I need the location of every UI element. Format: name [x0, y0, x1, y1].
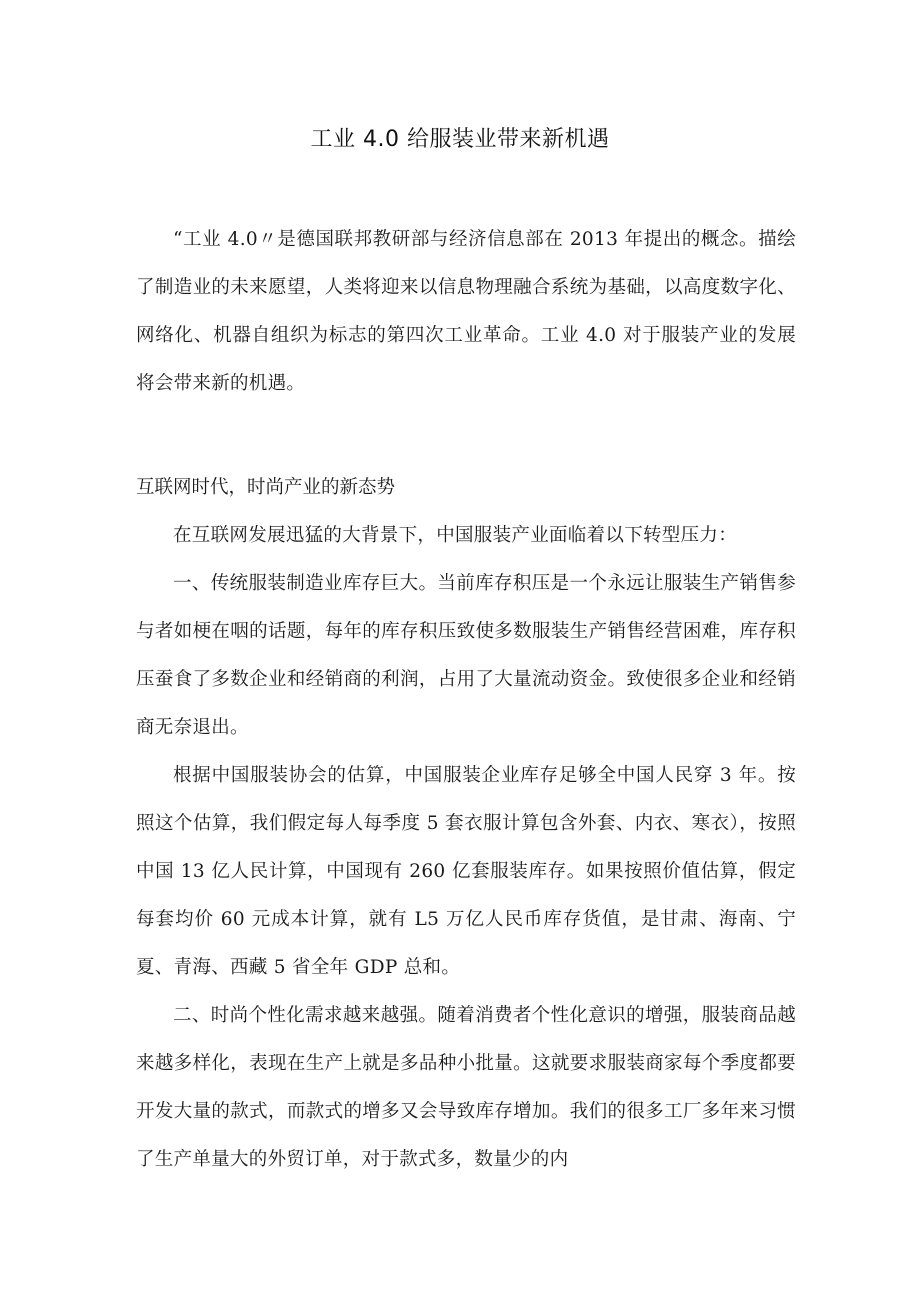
- section-heading: 互联网时代，时尚产业的新态势: [136, 477, 396, 498]
- paragraph: 根据中国服装协会的估算，中国服装企业库存足够全中国人民穿 3 年。按照这个估算，我们假定每人每季度 5 套衣服计算包含外套、内衣、寒衣），按照中国 13 亿人民计算，中国现有 260 亿套服装库存。如果按照价值估算，假定每套均价 60 元成本计算，就有 L5 万亿人民币库存货值，是甘肃、海南、宁夏、青海、西藏 5 省全年 GDP 总和。: [136, 765, 796, 978]
- paragraph: 在互联网发展迅猛的大背景下，中国服装产业面临着以下转型压力：: [173, 525, 738, 546]
- document-title: 工业 4.0 给服装业带来新机遇: [310, 127, 610, 152]
- paragraph: 二、时尚个性化需求越来越强。随着消费者个性化意识的增强，服装商品越来越多样化，表现在生产上就是多品种小批量。这就要求服装商家每个季度都要开发大量的款式，而款式的增多又会导致库存增加。我们的很多工厂多年来习惯了生产单量大的外贸订单，对于款式多，数量少的内: [136, 1005, 796, 1170]
- spacer: [136, 408, 796, 464]
- intro-paragraph: “工业 4.0〃是德国联邦教研部与经济信息部在 2013 年提出的概念。描绘了制造业的未来愿望，人类将迎来以信息物理融合系统为基础，以高度数字化、网络化、机器自组织为标志的第四次工业革命。工业 4.0 对于服装产业的发展将会带来新的机遇。: [136, 229, 796, 394]
- document-body: [136, 216, 796, 1184]
- paragraph: 一、传统服装制造业库存巨大。当前库存积压是一个永远让服装生产销售参与者如梗在咽的话题，每年的库存积压致使多数服装生产销售经营困难，库存积压蚕食了多数企业和经销商的利润，占用了大量流动资金。致使很多企业和经销商无奈退出。: [136, 573, 796, 738]
